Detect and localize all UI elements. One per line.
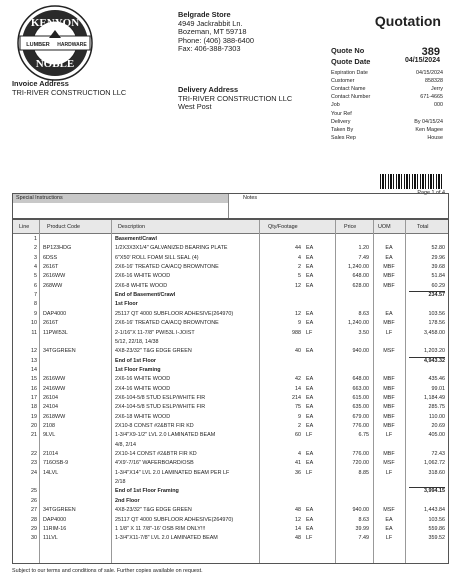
detail-value: 858328 — [425, 78, 443, 85]
row-qty: 12 — [295, 282, 301, 289]
row-total: 178.56 — [428, 320, 445, 327]
row-qty: 44 — [295, 245, 301, 252]
row-uom: LF — [385, 469, 393, 476]
row-product-code: 2616T — [43, 320, 59, 327]
subtotal-rule — [409, 357, 445, 358]
barcode — [380, 174, 444, 189]
table-row — [13, 347, 448, 356]
invoice-address-line1: TRI-RIVER CONSTRUCTION LLC — [12, 87, 127, 97]
row-description: 2/18 — [115, 479, 126, 486]
row-qty-unit: EA — [306, 507, 314, 514]
row-uom: EA — [385, 525, 393, 532]
svg-text:NOBLE: NOBLE — [35, 58, 75, 70]
row-uom: MSF — [383, 348, 395, 355]
row-qty-unit: LF — [306, 469, 313, 476]
table-row — [13, 450, 448, 459]
row-price: 8.63 — [358, 516, 369, 523]
row-uom: EA — [385, 254, 393, 261]
delivery-address-line1: TRI-RIVER CONSTRUCTION LLC — [178, 93, 293, 103]
row-total: 103.56 — [428, 310, 445, 317]
table-row — [13, 487, 448, 496]
row-qty-unit: EA — [306, 394, 314, 401]
detail-value: House — [427, 134, 443, 141]
detail-value: 671-4665 — [420, 94, 443, 101]
row-total: 1,203.20 — [424, 348, 445, 355]
table-row — [13, 403, 448, 412]
row-product-code: 21014 — [43, 451, 58, 458]
row-qty-unit: EA — [306, 423, 314, 429]
row-line-number: 4 — [34, 264, 37, 271]
row-product-code: 11RIM-16 — [43, 525, 67, 532]
detail-value: By 04/15/24 — [414, 118, 443, 125]
table-row — [13, 534, 448, 543]
col-line: Line — [19, 224, 30, 230]
detail-value: Jerry — [431, 86, 443, 93]
row-product-code: BP123HDG — [43, 245, 72, 252]
row-qty-unit: EA — [306, 245, 314, 252]
footer-terms: Subject to our terms and conditions of sale. Further copies available on request. — [12, 568, 203, 574]
table-row — [13, 272, 448, 281]
row-total: 52.80 — [431, 245, 445, 252]
row-product-code: 9LVL — [43, 432, 56, 439]
row-total: 60.29 — [431, 282, 445, 289]
col-description: Description — [118, 224, 145, 230]
delivery-address-line2: West Post — [178, 102, 212, 111]
row-total: 51.84 — [431, 273, 445, 280]
row-total: 29.96 — [431, 254, 445, 261]
col-qty: Qty/Footage — [268, 224, 298, 230]
table-row — [13, 394, 448, 403]
row-qty: 12 — [295, 310, 301, 317]
row-qty-unit: LF — [306, 432, 313, 439]
detail-value: 04/15/2024 — [416, 70, 443, 76]
row-line-number: 13 — [31, 357, 37, 364]
row-qty: 988 — [292, 329, 301, 336]
row-description: 4X8-23/32" T&G EDGE GREEN — [115, 348, 192, 355]
table-row — [13, 235, 448, 244]
row-price: 940.00 — [352, 348, 369, 355]
row-product-code: 2618WW — [43, 413, 66, 420]
row-price: 7.49 — [358, 535, 369, 542]
row-description: 5/12, 22/18, 14/38 — [115, 338, 159, 345]
row-qty-unit: EA — [306, 516, 314, 523]
row-description: 2X6-104-5/8 STUD ESLP/WHITE FIR — [115, 394, 206, 401]
table-row — [13, 319, 448, 328]
row-description: End of 1st Floor — [115, 357, 157, 364]
row-product-code: 2108 — [43, 423, 55, 429]
row-uom: MBF — [383, 413, 395, 420]
row-price: 1.20 — [358, 245, 369, 252]
row-price: 1,240.00 — [348, 264, 369, 271]
table-row — [13, 497, 448, 506]
row-description: 2X4-16 WHITE WOOD — [115, 385, 171, 392]
row-qty: 9 — [298, 320, 301, 327]
row-uom: MBF — [383, 282, 395, 289]
table-row — [13, 263, 448, 272]
row-uom: EA — [385, 516, 393, 523]
row-price: 776.00 — [352, 451, 369, 458]
row-qty-unit: EA — [306, 264, 314, 271]
row-qty: 5 — [298, 273, 301, 280]
row-total: 435.46 — [428, 376, 445, 383]
delivery-address-label: Delivery Address — [178, 85, 239, 94]
table-row — [13, 469, 448, 478]
row-line-number: 24 — [31, 469, 37, 476]
row-qty-unit: EA — [306, 385, 314, 392]
row-qty: 41 — [295, 460, 301, 467]
row-price: 628.00 — [352, 282, 369, 289]
row-total: 359.52 — [428, 535, 445, 542]
row-line-number: 3 — [34, 254, 37, 261]
row-uom: MBF — [383, 273, 395, 280]
row-uom: EA — [385, 245, 393, 252]
quote-date-label: Quote Date — [331, 57, 371, 66]
row-qty: 4 — [298, 254, 301, 261]
row-description: 2X6-16' TREATED CA/ACQ BROWNTONE — [115, 264, 219, 271]
detail-label: Sales Rep — [331, 134, 356, 141]
row-total: 103.56 — [428, 516, 445, 523]
row-uom: LF — [385, 329, 393, 336]
store-address — [178, 11, 254, 54]
detail-value: 000 — [434, 102, 443, 109]
row-line-number: 29 — [31, 525, 37, 532]
row-line-number: 7 — [34, 292, 37, 299]
row-price: 3.50 — [358, 329, 369, 336]
row-qty: 9 — [298, 413, 301, 420]
table-row — [13, 525, 448, 534]
row-qty-unit: EA — [306, 404, 314, 411]
table-row — [13, 375, 448, 384]
row-description: Basement/Crawl — [115, 236, 157, 242]
row-line-number: 20 — [31, 423, 37, 429]
row-line-number: 14 — [31, 366, 37, 373]
notes-label: Notes — [243, 195, 258, 201]
row-total: 3,458.00 — [424, 329, 445, 336]
row-description: 2X10-8 CONST #2&BTR FIR KD — [115, 423, 194, 429]
row-qty: 36 — [295, 469, 301, 476]
row-uom: MBF — [383, 394, 395, 401]
table-row — [13, 310, 448, 319]
row-description: 2X10-14 CONST #2&BTR FIR KD — [115, 451, 197, 458]
row-line-number: 9 — [34, 310, 37, 317]
row-product-code: 14LVL — [43, 469, 59, 476]
row-line-number: 1 — [34, 236, 37, 242]
row-total: 110.00 — [428, 413, 445, 420]
document-title: Quotation — [374, 13, 441, 29]
row-qty: 14 — [295, 385, 301, 392]
row-price: 663.00 — [352, 385, 369, 392]
row-qty-unit: EA — [306, 254, 314, 261]
row-price: 39.99 — [355, 525, 369, 532]
row-line-number: 22 — [31, 451, 37, 458]
row-price: 1,240.00 — [348, 320, 369, 327]
row-price: 6.75 — [358, 432, 369, 439]
row-uom: LF — [385, 535, 393, 542]
table-row — [13, 366, 448, 375]
row-qty-unit: EA — [306, 320, 314, 327]
row-uom: MBF — [383, 385, 395, 392]
instructions-box — [12, 193, 449, 219]
row-product-code: 268WW — [43, 282, 63, 289]
page-number: Page 1 of 4 — [417, 190, 445, 196]
row-price: 648.00 — [352, 273, 369, 280]
detail-label: Customer — [331, 78, 355, 85]
row-description: 25117 QT 4000 SUBFLOOR ADHESIVE(264970) — [115, 310, 234, 317]
kenyon-noble-logo — [16, 4, 94, 82]
row-line-number: 23 — [31, 460, 37, 467]
svg-text:KENYON: KENYON — [30, 17, 80, 29]
row-qty-unit: EA — [306, 282, 314, 289]
row-description: 25117 QT 4000 SUBFLOOR ADHESIVE(264970) — [115, 516, 234, 523]
row-qty-unit: LF — [306, 535, 313, 542]
table-row — [13, 506, 448, 515]
row-qty: 48 — [295, 507, 301, 514]
row-uom: MSF — [383, 507, 395, 514]
quote-no-value: 389 — [421, 46, 440, 58]
table-row — [13, 338, 448, 347]
row-product-code: 2616WW — [43, 376, 66, 383]
row-line-number: 8 — [34, 301, 37, 308]
row-qty-unit: LF — [306, 329, 313, 336]
row-line-number: 30 — [31, 535, 37, 542]
store-fax: Fax: 406-388-7303 — [178, 44, 241, 53]
row-description: 1 1/8" X 11 7/8"-16' OSB RIM ONLY!!! — [115, 525, 206, 532]
row-qty: 60 — [295, 432, 301, 439]
row-product-code: 2616WW — [43, 273, 66, 280]
row-price: 7.49 — [358, 254, 369, 261]
row-description: 4/8, 2/14 — [115, 441, 136, 448]
row-qty: 14 — [295, 525, 301, 532]
row-line-number: 11 — [31, 329, 37, 336]
row-total: 1,062.72 — [424, 460, 445, 467]
row-line-number: 25 — [31, 488, 37, 495]
row-qty: 12 — [295, 516, 301, 523]
row-description: 2-1/16"X 11-7/8" PWI53L I-JOIST — [115, 329, 195, 336]
row-qty-unit: EA — [306, 310, 314, 317]
table-row — [13, 300, 448, 309]
row-product-code: 6DSS — [43, 254, 58, 261]
col-price: Price — [344, 224, 357, 230]
col-uom: UOM — [378, 224, 391, 230]
line-items-table — [12, 219, 449, 564]
row-uom: MSF — [383, 460, 395, 467]
row-line-number: 26 — [31, 497, 37, 504]
table-row — [13, 413, 448, 422]
row-qty-unit: EA — [306, 460, 314, 467]
store-address1: 4949 Jackrabbit Ln. — [178, 18, 243, 28]
row-uom: MBF — [383, 320, 395, 327]
row-uom: MBF — [383, 451, 395, 458]
table-row — [13, 385, 448, 394]
row-qty-unit: EA — [306, 348, 314, 355]
table-row — [13, 291, 448, 300]
row-total: 1,184.49 — [424, 394, 445, 401]
row-qty-unit: EA — [306, 525, 314, 532]
delivery-address — [178, 86, 292, 112]
detail-label: Contact Name — [331, 86, 366, 93]
col-total: Total — [417, 224, 429, 230]
store-phone: Phone: (406) 388-6400 — [178, 35, 255, 45]
row-uom: MBF — [383, 423, 395, 429]
row-line-number: 5 — [34, 273, 37, 280]
row-description: 1-3/4"X14" LVL 2.0 LAMINATED BEAM PER LF — [115, 469, 230, 476]
row-line-number: 10 — [31, 320, 37, 327]
detail-label: Taken By — [331, 126, 354, 133]
row-line-number: 16 — [31, 385, 37, 392]
row-line-number: 21 — [31, 432, 37, 439]
row-product-code: DAP4000 — [43, 310, 67, 317]
detail-label: Contact Number — [331, 94, 371, 101]
row-qty-unit: EA — [306, 451, 314, 458]
row-total: 234.57 — [428, 292, 445, 299]
row-line-number: 27 — [31, 507, 37, 514]
detail-label: Delivery — [331, 118, 351, 125]
row-line-number: 17 — [31, 394, 37, 401]
row-product-code: 34TGGREEN — [43, 507, 76, 514]
row-qty: 48 — [295, 535, 301, 542]
detail-label: Expiration Date — [331, 70, 368, 76]
row-uom: MBF — [383, 404, 395, 411]
special-instructions-label: Special Instructions — [16, 195, 63, 201]
row-uom: MBF — [383, 264, 395, 271]
row-price: 679.00 — [352, 413, 369, 420]
row-total: 39.68 — [431, 264, 445, 271]
row-price: 648.00 — [352, 376, 369, 383]
row-price: 720.00 — [352, 460, 369, 467]
row-line-number: 12 — [31, 348, 37, 355]
row-description: 2X6-16 WHITE WOOD — [115, 376, 171, 383]
table-row — [13, 282, 448, 291]
row-product-code: 11PWI53L — [43, 329, 68, 336]
row-description: 2X6-18 WHITE WOOD — [115, 413, 171, 420]
quote-no-label: Quote No — [331, 46, 365, 55]
table-row — [13, 431, 448, 440]
table-row — [13, 357, 448, 366]
subtotal-rule — [409, 291, 445, 292]
row-line-number: 18 — [31, 404, 37, 411]
row-description: 2X4-104-5/8 STUD ESLP/WHITE FIR — [115, 404, 206, 411]
row-description: 2X6-16 WHITE WOOD — [115, 273, 171, 280]
row-description: 1-3/4"X9-1/2" LVL 2.0 LAMINATED BEAM — [115, 432, 216, 439]
row-line-number: 2 — [34, 245, 37, 252]
row-price: 8.63 — [358, 310, 369, 317]
row-product-code: 2616T — [43, 264, 59, 271]
row-description: 1st Floor — [115, 301, 138, 308]
row-qty: 214 — [292, 394, 301, 401]
row-qty: 40 — [295, 348, 301, 355]
invoice-address — [12, 80, 126, 97]
row-qty-unit: EA — [306, 273, 314, 280]
row-description: 1st Floor Framing — [115, 366, 161, 373]
row-uom: EA — [385, 310, 393, 317]
row-product-code: 24104 — [43, 404, 58, 411]
row-total: 99.01 — [431, 385, 445, 392]
row-line-number: 15 — [31, 376, 37, 383]
row-line-number: 6 — [34, 282, 37, 289]
detail-label: Job — [331, 102, 340, 109]
row-qty-unit: EA — [306, 413, 314, 420]
row-description: 4X8-23/32" T&G EDGE GREEN — [115, 507, 192, 514]
table-row — [13, 254, 448, 263]
row-qty-unit: EA — [306, 376, 314, 383]
row-total: 559.86 — [428, 525, 445, 532]
row-total: 20.69 — [431, 423, 445, 429]
row-total: 318.60 — [428, 469, 445, 476]
row-description: End of 1st Floor Framing — [115, 488, 179, 495]
row-total: 1,443.84 — [424, 507, 445, 514]
row-total: 405.00 — [428, 432, 445, 439]
row-line-number: 19 — [31, 413, 37, 420]
col-product: Product Code — [47, 224, 80, 230]
row-total: 3,994.15 — [424, 488, 445, 495]
row-qty: 42 — [295, 376, 301, 383]
svg-text:HARDWARE: HARDWARE — [57, 42, 87, 48]
row-description: 2X6-16' TREATED CA/ACQ BROWNTONE — [115, 320, 219, 327]
row-total: 72.43 — [431, 451, 445, 458]
row-description: 2nd Floor — [115, 497, 140, 504]
row-product-code: 26104 — [43, 394, 58, 401]
row-product-code: 11LVL — [43, 535, 58, 542]
row-price: 776.00 — [352, 423, 369, 429]
table-row — [13, 422, 448, 431]
row-description: 1/2X3X3X1/4" GALVANIZED BEARING PLATE — [115, 245, 228, 252]
row-uom: MBF — [383, 376, 395, 383]
row-price: 635.00 — [352, 404, 369, 411]
row-line-number: 28 — [31, 516, 37, 523]
svg-text:LUMBER: LUMBER — [26, 42, 50, 48]
table-row — [13, 329, 448, 338]
row-description: 1-3/4"X11-7/8" LVL 2.0 LAMINATED BEAM — [115, 535, 218, 542]
quote-date-value: 04/15/2024 — [404, 57, 440, 64]
row-price: 8.85 — [358, 469, 369, 476]
detail-value: Ken Magee — [415, 126, 443, 133]
row-product-code: DAP4000 — [43, 516, 67, 523]
table-row — [13, 441, 448, 450]
row-description: 2X6-8 WHITE WOOD — [115, 282, 168, 289]
row-total: 4,943.32 — [424, 357, 445, 364]
row-description: End of Basement/Crawl — [115, 292, 176, 299]
store-name: Belgrade Store — [178, 10, 231, 19]
row-price: 615.00 — [352, 394, 369, 401]
row-description: 4'X9'-7/16" WAFERBOARD/OSB — [115, 460, 194, 467]
row-total: 285.75 — [428, 404, 445, 411]
row-description: 6"X50' ROLL FOAM SILL SEAL (4) — [115, 254, 199, 261]
row-qty: 75 — [295, 404, 301, 411]
row-product-code: 2416WW — [43, 385, 66, 392]
store-address2: Bozeman, MT 59718 — [178, 27, 247, 36]
row-product-code: 34TGGREEN — [43, 348, 76, 355]
detail-label: Your Ref — [331, 110, 352, 117]
row-qty: 4 — [298, 451, 301, 458]
row-price: 940.00 — [352, 507, 369, 514]
subtotal-rule — [409, 487, 445, 488]
table-row — [13, 244, 448, 253]
row-product-code: 716OSB-9 — [43, 460, 69, 467]
table-row — [13, 459, 448, 468]
row-uom: LF — [385, 432, 393, 439]
table-row — [13, 478, 448, 487]
row-qty: 2 — [298, 264, 301, 271]
invoice-address-label: Invoice Address — [12, 79, 69, 88]
row-qty: 2 — [298, 423, 301, 429]
table-row — [13, 516, 448, 525]
